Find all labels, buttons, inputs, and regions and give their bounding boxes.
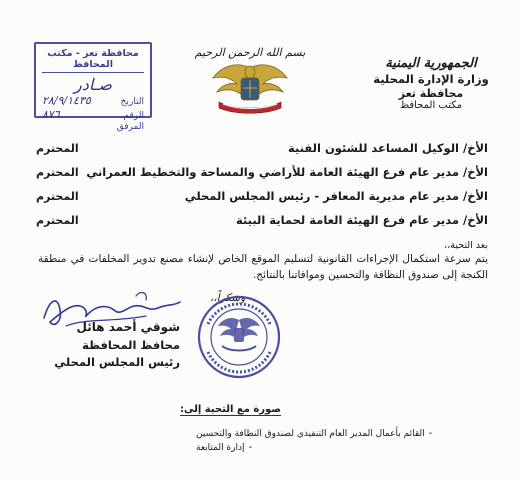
official-seal-icon (196, 294, 282, 380)
bullet-icon: - (248, 442, 253, 453)
recipient-honorific: المحترم (36, 165, 79, 179)
recipient-line (36, 186, 488, 206)
signatory-name: شوقي أحمد هائل (76, 320, 180, 334)
letterhead-office: مكتب المحافظ (399, 100, 463, 112)
letterhead-republic: الجمهورية اليمنية (385, 56, 477, 71)
recipient-name: الأخ/ مدير عام مديرية المعافر - رئيس المجلس المحلي (184, 189, 488, 203)
copies-title (180, 404, 281, 415)
stamp-date-label: التاريخ (120, 97, 144, 107)
copy-item-text: إدارة المتابعة (196, 442, 245, 453)
copy-item (196, 428, 432, 439)
letter-body: يتم سرعة استكمال الإجراءات القانونية لتسليم الموقع الخاص لإنشاء مصنع تدوير المخلفات في منطقة الكنجة إلى صندوق النظافة والتحسين وموافاتنا بالنتائج. (38, 253, 488, 281)
letterhead-governorate: محافظة تعز (398, 86, 464, 100)
stamp-title: محافظة تعز - مكتب المحافظ (42, 48, 144, 73)
recipient-line (36, 210, 488, 230)
stamp-attachments-row (42, 122, 144, 136)
recipient-line (36, 138, 488, 158)
copy-item (196, 442, 252, 453)
copy-item-text: القائم بأعمال المدير العام التنفيذي لصندوق النظافة والتحسين (196, 428, 425, 439)
stamp-outgoing: صـادر (74, 75, 112, 94)
stamp-date-value: ٢٨/٩/١٤٣٥ (42, 94, 91, 107)
recipient-honorific: المحترم (36, 189, 79, 203)
greeting: بعد التحية،، (444, 240, 488, 251)
recipient-name: الأخ/ مدير عام فرع الهيئة العامة للأراضي والمساحة والتخطيط العمراني (86, 165, 488, 179)
stamp-date-row (42, 94, 144, 108)
stamp-attachments-label: المرفق (116, 122, 144, 132)
recipient-name: الأخ/ مدير عام فرع الهيئة العامة لحماية البيئة (235, 213, 488, 227)
stamp-number-value: ٨٧٦ (42, 108, 60, 121)
bullet-icon: - (428, 428, 433, 439)
copies-title-text: صورة مع التحية إلى: (180, 404, 281, 415)
signatory-title: محافظ المحافظة (82, 337, 180, 352)
signature-block (40, 318, 180, 372)
signatory-role: رئيس المجلس المحلي (54, 355, 180, 370)
stamp-number-label: الرقم (123, 111, 144, 121)
recipient-line (36, 162, 488, 182)
letterhead (356, 56, 506, 113)
recipient-honorific: المحترم (36, 213, 79, 227)
national-emblem-icon (209, 58, 291, 116)
letterhead-ministry: وزارة الإدارة المحلية (373, 72, 489, 87)
closing-thanks: وشكراً،، (210, 292, 246, 304)
stamp-number-row (42, 108, 144, 122)
outgoing-stamp (34, 42, 152, 132)
recipient-name: الأخ/ الوكيل المساعد للشئون الفنية (288, 141, 488, 155)
recipient-honorific: المحترم (36, 141, 79, 155)
basmala: بسم الله الرحمن الرحيم (194, 46, 306, 59)
